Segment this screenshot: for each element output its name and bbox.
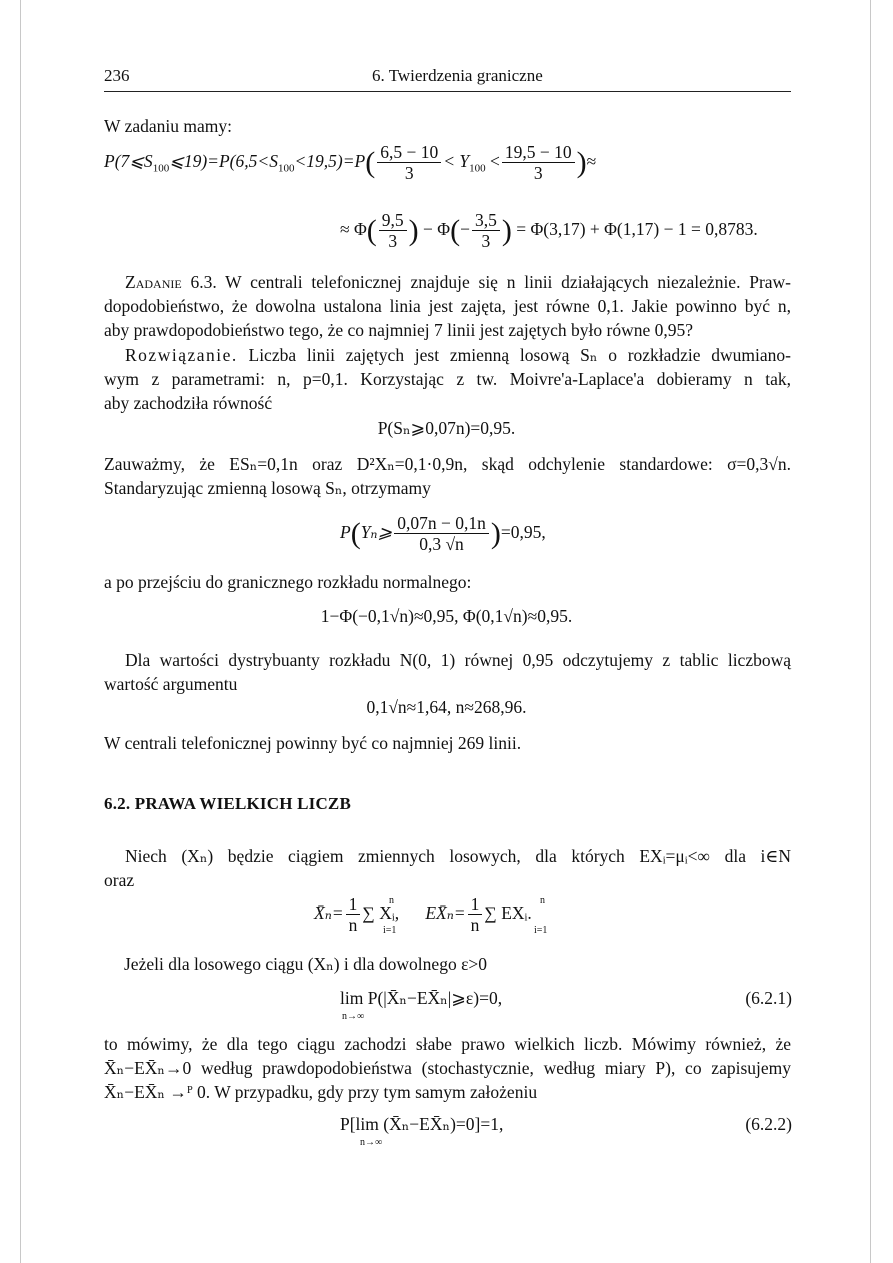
p5-exbar: EX̄ₙ= bbox=[425, 903, 466, 923]
equation-1: $P(7⩽S_{100}⩽19)=P(6,5<S_{100}<19,5)=P$( $\frac{6,5 - 10}{3}$ < $Y_{100}$ < $\frac{19,5 - 10}{3}$ )≈ bbox=[104, 142, 597, 184]
intro-text: W zadaniu mamy: bbox=[104, 116, 232, 136]
eq2-frac2: $\frac{3,5}{3}$ bbox=[472, 210, 500, 251]
eq2-frac1: $\frac{9,5}{3}$ bbox=[379, 210, 407, 251]
standardized-equation: P(Yₙ⩾ $\frac{0,07n - 0,1n}{0,3 √n}$ )=0,95, bbox=[340, 513, 546, 555]
p2-left: P bbox=[340, 522, 351, 542]
eq1-sub2: 100 bbox=[277, 162, 295, 175]
section-heading: 6.2. PRAWA WIELKICH LICZB bbox=[104, 794, 351, 813]
normal-limit-equation: 1−Φ(−0,1√n)≈0,95, Φ(0,1√n)≈0,95. bbox=[320, 606, 573, 626]
sum-b-top: n bbox=[540, 895, 545, 906]
limit-transition-text: a po przejściu do granicznego rozkładu normalnego: bbox=[104, 572, 472, 592]
p5-sum-b: ∑ EXᵢ. bbox=[484, 903, 532, 923]
eq2-approx: ≈ Φ bbox=[340, 219, 367, 239]
sum-a-bottom: i=1 bbox=[383, 925, 397, 936]
p5-xbar: X̄ₙ= bbox=[314, 903, 344, 923]
task-label: Zadanie bbox=[125, 272, 182, 292]
eq1-frac1: $\frac{6,5 - 10}{3}$ bbox=[377, 142, 441, 183]
eq2-minus-phi: − Φ bbox=[423, 219, 451, 239]
task-paragraph: Zadanie 6.3. W centrali telefonicznej znajduje się n linii działających niezależnie. Praw- dopodobieństwo, że dowolna ustalona linia jest zajęta, jest równe 0,1. Jakie powinno być n, aby prawdopodobieństwo tego, że co najmniej 7 linii jest zajętych było równe 0,95? bbox=[104, 272, 792, 340]
strong-law-equation: P[lim (X̄ₙ−EX̄ₙ)=0]=1, bbox=[340, 1114, 504, 1134]
p5-frac-b: $\frac{1}{n}$ bbox=[468, 894, 483, 935]
eq2-result: = Φ(3,17) + Φ(1,17) − 1 = 0,8783. bbox=[516, 219, 758, 239]
task-number: 6.3. bbox=[190, 272, 217, 292]
standard-deviation-paragraph: Zauważmy, że ESₙ=0,1n oraz D²Xₙ=0,1·0,9n, skąd odchylenie standardowe: σ=0,3√n. Standaryzując zmienną losową Sₙ, otrzymamy bbox=[104, 454, 791, 498]
weak-law-paragraph: to mówimy, że dla tego ciągu zachodzi słabe prawo wielkich liczb. Mówimy również, że X̄ₙ−EX̄ₙ→0 według prawdopodobieństwa (stochastycznie, według miary P), co zapisujemy X̄ₙ−EX̄ₙ →ᴾ 0. W przypadku, gdy przy tym samym założeniu bbox=[104, 1034, 791, 1102]
eq1-mid2: <19,5)=P bbox=[294, 151, 366, 171]
eq1-mid1: ⩽19)=P(6,5<S bbox=[169, 151, 278, 171]
equation-2: ≈ Φ( $\frac{9,5}{3}$ ) − Φ(− $\frac{3,5}{3}$ ) = Φ(3,17) + Φ(1,17) − 1 = 0,8783. bbox=[340, 210, 758, 252]
scan-edge-right bbox=[870, 0, 871, 1263]
table-lookup-paragraph: Dla wartości dystrybuanty rozkładu N(0, 1) równej 0,95 odczytujemy z tablic liczbową wartość argumentu bbox=[104, 650, 791, 694]
p2-frac: $\frac{0,07n - 0,1n}{0,3 √n}$ bbox=[394, 513, 489, 554]
sequence-definition-paragraph: Niech (Xₙ) będzie ciągiem zmiennych losowych, dla których EXᵢ=μᵢ<∞ dla i∈N oraz bbox=[104, 846, 791, 890]
solution-equation: P(Sₙ⩾0,07n)=0,95. bbox=[377, 418, 516, 438]
eq1-left: P(7⩽S bbox=[104, 151, 153, 171]
eq1-frac2: $\frac{19,5 - 10}{3}$ bbox=[502, 142, 575, 183]
solution-paragraph: Rozwiązanie. Liczba linii zajętych jest zmienną losową Sₙ o rozkładzie dwumiano- wym z parametrami: n, p=0,1. Korzystając z tw. Moivre'a-Laplace'a dobieramy n tak, aby zachodziła równość bbox=[104, 345, 792, 413]
conclusion-text: W centrali telefonicznej powinny być co najmniej 269 linii. bbox=[104, 733, 522, 753]
page-number: 236 bbox=[104, 66, 130, 85]
scan-edge-left bbox=[20, 0, 21, 1263]
eq1-sub1: 100 bbox=[152, 162, 170, 175]
header-rule bbox=[104, 91, 791, 92]
condition-text: Jeżeli dla losowego ciągu (Xₙ) i dla dowolnego ε>0 bbox=[124, 954, 488, 974]
eq1-approx: ≈ bbox=[586, 151, 597, 171]
eq1-sub3: 100 bbox=[469, 162, 486, 175]
equation-number-6-2-2: (6.2.2) bbox=[745, 1114, 792, 1134]
eq1-y: < Y bbox=[443, 151, 470, 171]
sum-a-top: n bbox=[389, 895, 394, 906]
weak-law-lim-sub: n→∞ bbox=[342, 1011, 365, 1022]
solution-label: Rozwiązanie. bbox=[125, 345, 238, 365]
argument-equation: 0,1√n≈1,64, n≈268,96. bbox=[366, 697, 527, 717]
eq2-neg: − bbox=[460, 219, 470, 239]
weak-law-equation: lim P(|X̄ₙ−EX̄ₙ|⩾ε)=0, bbox=[340, 988, 503, 1008]
p5-frac-a: $\frac{1}{n}$ bbox=[346, 894, 361, 935]
strong-law-lim-sub: n→∞ bbox=[360, 1137, 383, 1148]
running-title: 6. Twierdzenia graniczne bbox=[372, 66, 543, 85]
p5-sum-a: ∑ Xᵢ, bbox=[362, 903, 400, 923]
sum-b-bottom: i=1 bbox=[534, 925, 548, 936]
equation-number-6-2-1: (6.2.1) bbox=[745, 988, 792, 1008]
eq1-lt: < bbox=[490, 151, 500, 171]
p2-right: =0,95, bbox=[500, 522, 546, 542]
p2-y: Yₙ⩾ bbox=[360, 522, 393, 542]
mean-definitions-equation bbox=[314, 888, 532, 938]
